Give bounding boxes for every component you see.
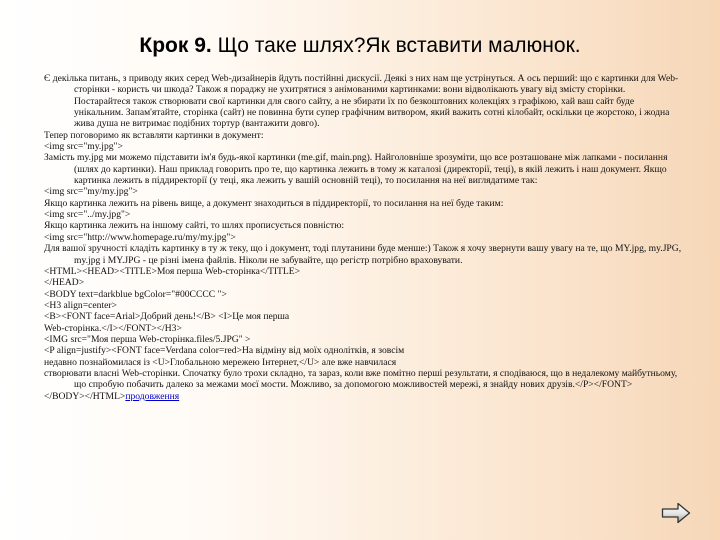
code-line: створювати власні Web-сторінки. Спочатку було трохи складно, та зараз, коли вже помітно перші результати, я сподіваюся, що в недалекому майбутньому, що спробую побачить далеко за межами моєї мости. Можливо, за допомогою можливостей мережі, я знайду нових друзів.</P></FONT> <box>44 367 678 391</box>
slide-title <box>0 34 720 58</box>
continue-link[interactable]: продовження <box>125 390 180 402</box>
paragraph-path-explanation: Замість my.jpg ми можемо підставити ім'я будь-якої картинки (me.gif, main.png). Найголовніше зрозуміти, що все розташоване між лапками - посилання (шлях до картинки). Наш приклад говорить про те, що картинка лежить в тому ж каталозі (директорії, теці), в якій лежить і наш документ. Якщо картинка лежить в піддиректорії (у теці, яка лежить у вашій основній теці), то посилання на неї виглядатиме так: <box>44 152 668 187</box>
paragraph-how-to: Тепер поговоримо як вставляти картинки в документ: <box>44 129 264 141</box>
code-line-last <box>44 391 684 402</box>
paragraph-parent-folder: Якщо картинка лежить на рівень вище, а документ знаходиться в піддиректорії, то посилання на неї буде таким: <box>44 197 504 209</box>
code-line: </HEAD> <box>44 277 85 289</box>
next-slide-button[interactable] <box>661 502 691 524</box>
code-closing-tags: </BODY></HTML> <box>44 390 126 402</box>
code-line: недавно познайомилася із <U>Глобальною мережею Інтернет,</U> але вже навчилася <box>44 356 397 368</box>
code-img-absolute: <img src="http://www.homepage.ru/my/my.jpg"> <box>44 231 236 243</box>
code-line: <IMG src="Моя перша Web-сторінка.files/5.JPG" > <box>44 333 251 345</box>
next-arrow-icon <box>661 502 691 524</box>
slide-title-step: Крок 9. <box>139 34 212 57</box>
paragraph-other-site: Якщо картинка лежить на іншому сайті, то шлях прописується повністю: <box>44 220 345 232</box>
code-line: <H3 align=center> <box>44 299 117 311</box>
code-line: <BODY text=darkblue bgColor="#00CCCC "> <box>44 288 227 300</box>
code-line: Web-сторінка.</I></FONT></H3> <box>44 322 182 334</box>
slide-title-text: Що таке шлях?Як вставити малюнок. <box>211 34 581 57</box>
code-line: <HTML><HEAD><TITLE>Моя перша Web-сторінка</TITLE> <box>44 265 301 277</box>
code-line: <B><FONT face=Arial>Добрий день!</B> <I>Це моя перша <box>44 311 290 323</box>
code-line: <P align=justify><FONT face=Verdana color=red>На відміну від моїх однолітків, я зовсім <box>44 345 405 357</box>
paragraph-intro: Є декілька питань, з приводу яких серед Web-дизайнерів йдуть постійнні дискусії. Деякі з них нам ще устрінуться. А ось перший: що є картинки для Web-сторінки - користь чи шкода? Також я пораджу не ухитрятися з анімованими картинками: вони відволікають увагу від змісту сторінки. Постарайтеся також створювати свої картинки для свого сайту, а не збирати їх по безкоштовних колекціях з графікою, хай ваш сайт буде унікальним. Запам'ятайте, сторінка (сайт) не повинна бути супер графічним витвором, який важить сотні кілобайт, оскільки це жорстоко, і жодна жива душа не витримає подібних тортур (вантажити довго). <box>44 73 679 130</box>
code-img-parent: <img src="../my.jpg"> <box>44 209 131 221</box>
slide-body <box>44 73 684 402</box>
code-img-basic: <img src="my.jpg"> <box>44 141 123 153</box>
paragraph-case-sensitivity: Для вашої зручності кладіть картинку в ту ж теку, що і документ, тоді плутанини буде менше:) Також я хочу звернути вашу увагу на те, що MY.jpg, my.JPG, my.jpg і MY.JPG - це різні імена файлів. Ніколи не забувайте, що регістр потрібно враховувати. <box>44 243 682 266</box>
code-img-subfolder: <img src="my/my.jpg"> <box>44 186 138 198</box>
